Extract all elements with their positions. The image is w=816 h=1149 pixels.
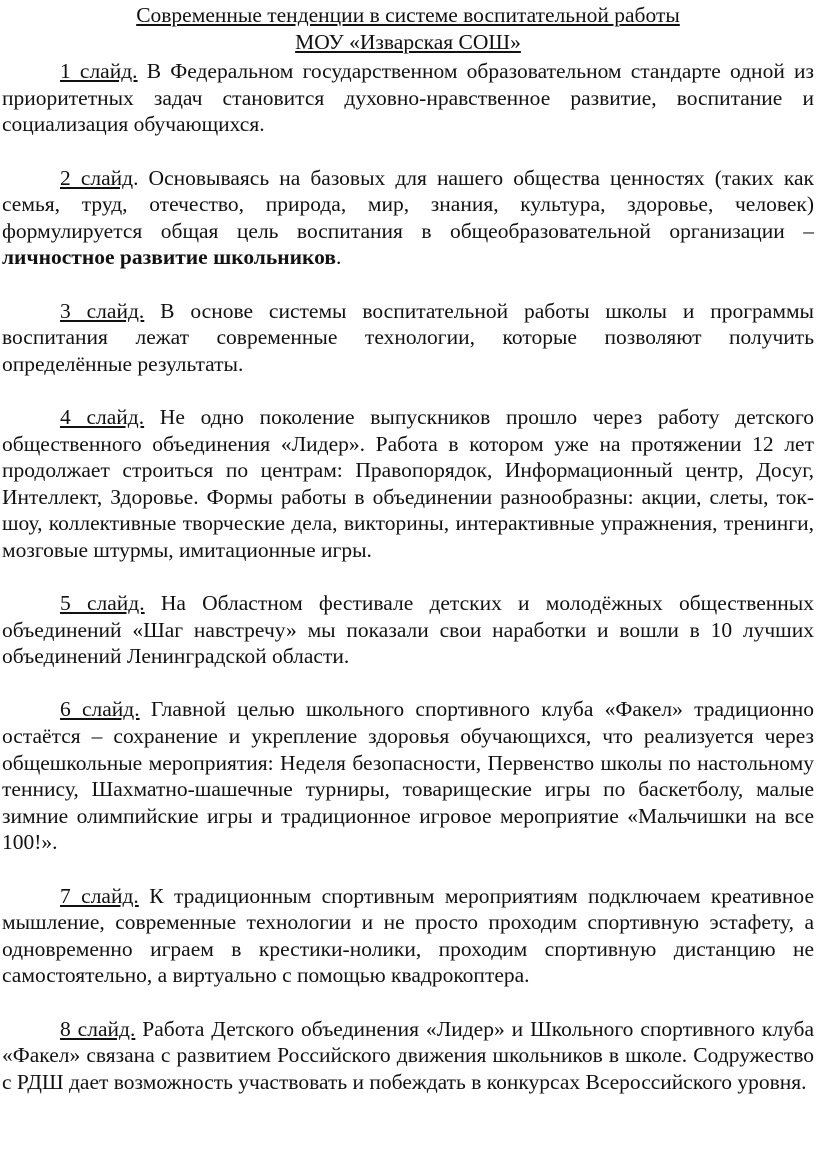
- paragraph-slide-4: [2, 404, 814, 564]
- paragraph-text: На Областном фестивале детских и молодёжных общественных объединений «Шаг навстречу» мы показали свои наработки и вошли в 10 лучших объединений Ленинградской области.: [2, 591, 814, 669]
- slide-label: 5 слайд.: [60, 591, 145, 616]
- slide-label: 1 слайд.: [60, 59, 138, 84]
- slide-label: 4 слайд.: [60, 404, 145, 429]
- slide-label: 2 слайд: [60, 165, 134, 190]
- paragraph-text: В Федеральном государственном образовательном стандарте одной из приоритетных задач становится духовно-нравственное развитие, воспитание и социализация обучающихся.: [2, 59, 814, 137]
- document-title: Современные тенденции в системе воспитательной работы: [136, 3, 680, 27]
- school-name: МОУ «Изварская СОШ»: [295, 29, 521, 54]
- slide-label: 6 слайд.: [60, 697, 140, 722]
- paragraph-text: К традиционным спортивным мероприятиям подключаем креативное мышление, современные технологии и не просто проходим спортивную эстафету, а одновременно играем в крестики-нолики, проходим спортивную дистанцию не самостоятельно, а виртуально с помощью квадрокоптера.: [2, 883, 814, 988]
- paragraph-text: Не одно поколение выпускников прошло через работу детского общественного объединения «Лидер». Работа в котором уже на протяжении 12 лет продолжает строиться по центрам: Правопорядок, Информационный центр, Досуг, Интеллект, Здоровье. Формы работы в объединении разнообразны: акции, слеты, ток-шоу, коллективные творческие дела, викторины, интерактивные упражнения, тренинги, мозговые штурмы, имитационные игры.: [2, 404, 814, 562]
- paragraph-slide-1: [2, 58, 814, 138]
- paragraph-slide-5: [2, 590, 814, 670]
- paragraph-slide-6: [2, 696, 814, 856]
- slide-label: 7 слайд.: [60, 883, 139, 908]
- paragraph-text-end: .: [335, 245, 342, 270]
- paragraph-slide-3: [2, 298, 814, 378]
- paragraph-slide-7: [2, 883, 814, 989]
- paragraph-slide-2: [2, 165, 814, 271]
- slide-label: 8 слайд.: [60, 1016, 136, 1041]
- bold-phrase: личностное развитие школьников: [2, 245, 336, 270]
- paragraph-text: Главной целью школьного спортивного клуба «Факел» традиционно остаётся – сохранение и укрепление здоровья обучающихся, что реализуется через общешкольные мероприятия: Неделя безопасности, Первенство школы по настольному теннису, Шахматно-шашечные турниры, товарищеские игры по баскетболу, малые зимние олимпийские игры и традиционное игровое мероприятие «Мальчишки на все 100!».: [2, 697, 814, 855]
- paragraph-text: В основе системы воспитательной работы школы и программы воспитания лежат современные технологии, которые позволяют получить определённые результаты.: [2, 298, 815, 376]
- slide-label: 3 слайд.: [60, 298, 145, 323]
- paragraph-text: . Основываясь на базовых для нашего общества ценностях (таких как семья, труд, отечество, природа, мир, знания, культура, здоровье, человек) формулируется общая цель воспитания в общеобразовательной организации –: [2, 165, 814, 243]
- paragraph-slide-8: [2, 1016, 814, 1096]
- paragraph-text: Работа Детского объединения «Лидер» и Школьного спортивного клуба «Факел» связана с развитием Российского движения школьников в школе. Содружество с РДШ дает возможность участвовать и побеждать в конкурсах Всероссийского уровня.: [2, 1016, 814, 1094]
